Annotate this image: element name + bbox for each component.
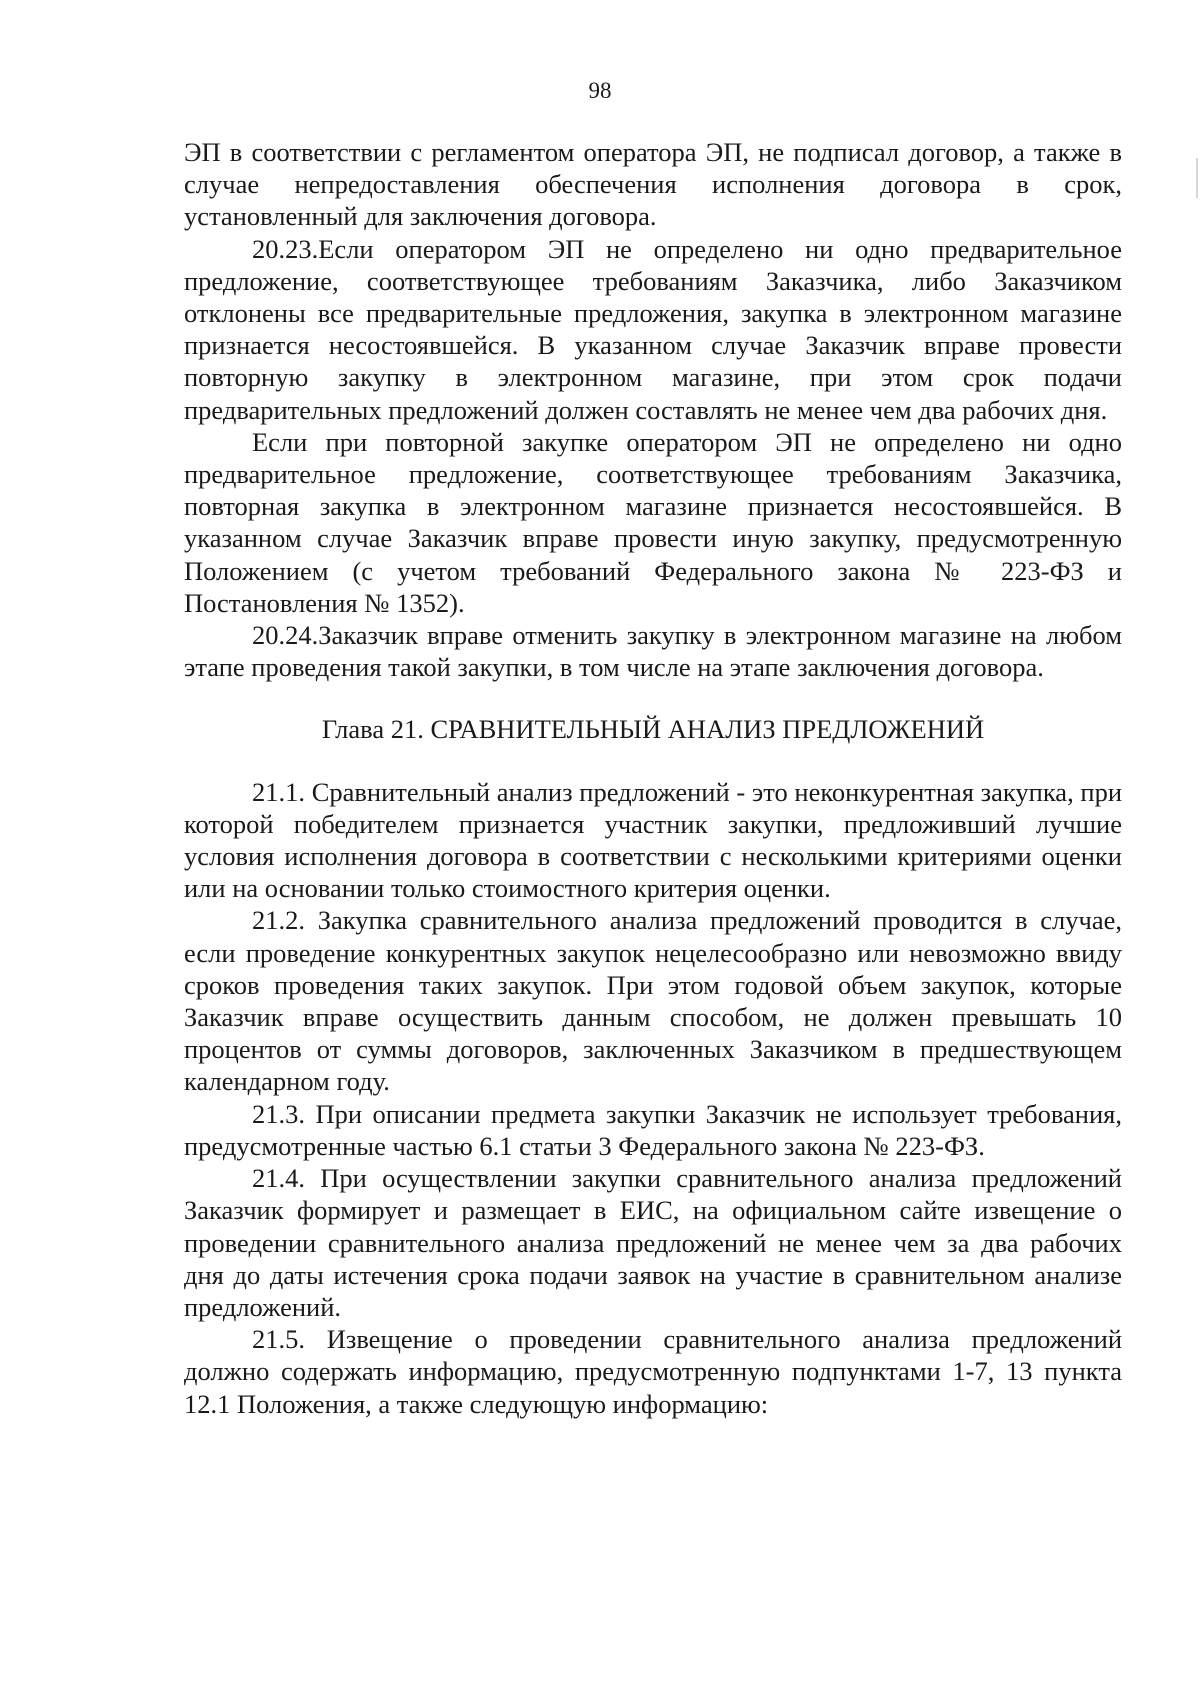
document-body — [184, 136, 1122, 1420]
page-number: 98 — [588, 78, 612, 103]
chapter-title: Глава 21. СРАВНИТЕЛЬНЫЙ АНАЛИЗ ПРЕДЛОЖЕНИЙ — [321, 714, 985, 745]
paragraph-21-3: 21.3. При описании предмета закупки Заказчик не использует требования, предусмотренные частью 6.1 статьи 3 Федерального закона № 223-ФЗ. — [184, 1098, 1122, 1161]
paragraph-20-23: 20.23.Если оператором ЭП не определено ни одно предварительное предложение, соответствующее требованиям Заказчика, либо Заказчиком отклонены все предварительные предложения, закупка в электронном магазине признается несостоявшейся. В указанном случае Заказчик вправе провести повторную закупку в электронном магазине, при этом срок подачи предварительных предложений должен составлять не менее чем два рабочих дня. — [184, 233, 1122, 425]
paragraph-21-4: 21.4. При осуществлении закупки сравнительного анализа предложений Заказчик формирует и размещает в ЕИС, на официальном сайте извещение о проведении сравнительного анализа предложений не менее чем за два рабочих дня до даты истечения срока подачи заявок на участие в сравнительном анализе предложений. — [184, 1163, 1122, 1322]
paragraph-21-1: 21.1. Сравнительный анализ предложений - это неконкурентная закупка, при которой победителем признается участник закупки, предложивший лучшие условия исполнения договора в соответствии с несколькими критериями оценки или на основании только стоимостного критерия оценки. — [184, 776, 1122, 904]
paragraph-21-2: 21.2. Закупка сравнительного анализа предложений проводится в случае, если проведение конкурентных закупок нецелесообразно или невозможно ввиду сроков проведения таких закупок. При этом годовой объем закупок, которые Заказчик вправе осуществить данным способом, не должен превышать 10 процентов от суммы договоров, заключенных Заказчиком в предшествующем календарном году. — [184, 905, 1122, 1097]
paragraph-20-24: 20.24.Заказчик вправе отменить закупку в электронном магазине на любом этапе проведения такой закупки, в том числе на этапе заключения договора. — [184, 620, 1122, 683]
scan-edge-mark — [1196, 158, 1198, 198]
paragraph-21-5: 21.5. Извещение о проведении сравнительного анализа предложений должно содержать информацию, предусмотренную подпунктами 1-7, 13 пункта 12.1 Положения, а также следующую информацию: — [184, 1324, 1122, 1419]
paragraph-repeat-purchase: Если при повторной закупке оператором ЭП не определено ни одно предварительное предложение, соответствующее требованиям Заказчика, повторная закупка в электронном магазине признается несостоявшейся. В указанном случае Заказчик вправе провести иную закупку, предусмотренную Положением (с учетом требований Федерального закона № 223-ФЗ и Постановления № 1352). — [184, 426, 1122, 618]
paragraph-continuation: ЭП в соответствии с регламентом оператора ЭП, не подписал договор, а также в случае непредоставления обеспечения исполнения договора в срок, установленный для заключения договора. — [184, 137, 1122, 232]
